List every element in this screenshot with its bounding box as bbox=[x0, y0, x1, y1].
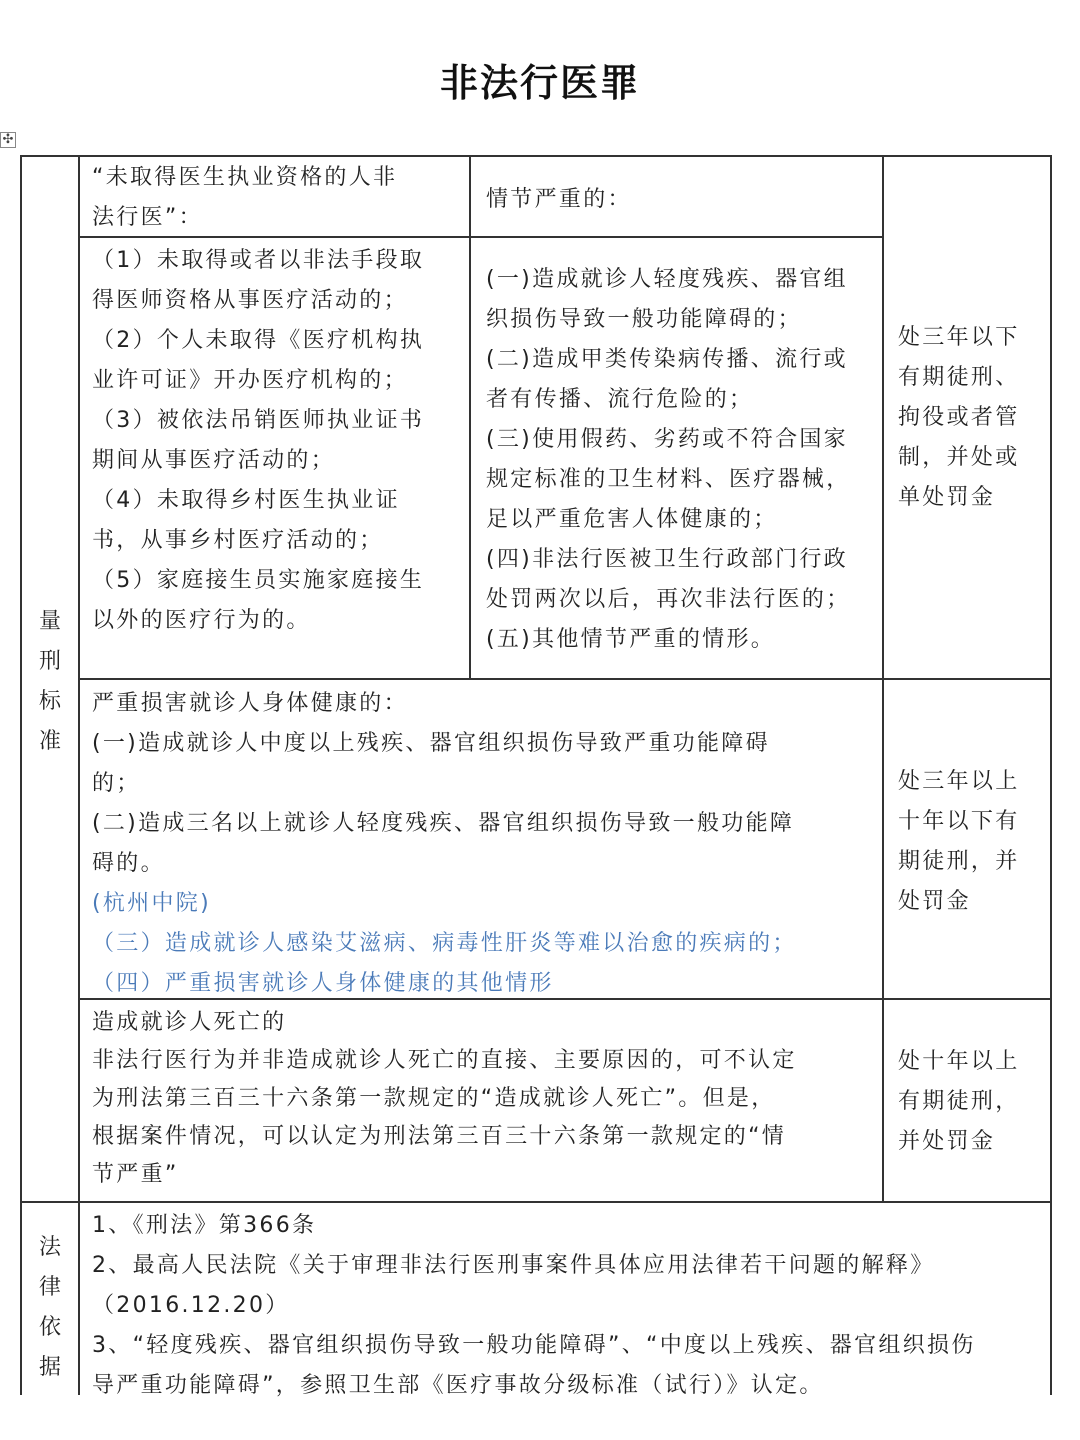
text-line: 严重损害就诊人身体健康的： bbox=[92, 691, 408, 716]
list-item: 1、《刑法》第366条 bbox=[92, 1213, 317, 1238]
legal-basis-list bbox=[92, 1206, 1048, 1406]
sentencing-standard-label: 量 刑 标 准 bbox=[38, 609, 61, 754]
penalty-severe-harm: 处三年以上 十年以下有 期徒刑，并 处罚金 bbox=[898, 769, 1020, 914]
penalty-serious: 处三年以下 有期徒刑、 拘役或者管 制，并处或 单处罚金 bbox=[898, 325, 1020, 510]
page-title: 非法行医罪 bbox=[439, 60, 640, 105]
list-item: (二)造成甲类传染病传播、流行或 者有传播、流行危险的； bbox=[486, 347, 848, 412]
severe-harm-text bbox=[92, 684, 880, 1004]
list-item: 3、“轻度残疾、器官组织损伤导致一般功能障碍”、“中度以上残疾、器官组织损伤 导严重功能障碍”，参照卫生部《医疗事故分级标准（试行）》认定。 bbox=[92, 1333, 976, 1398]
serious-circumstances-header: 情节严重的： bbox=[486, 187, 632, 212]
list-item: （4）未取得乡村医生执业证 书，从事乡村医疗活动的； bbox=[92, 488, 400, 553]
list-item: （3）被依法吊销医师执业证书 期间从事医疗活动的； bbox=[92, 408, 425, 473]
text-line: (一)造成就诊人中度以上残疾、器官组织损伤导致严重功能障碍 的； bbox=[92, 731, 770, 796]
legal-basis-label: 法 律 依 据 bbox=[38, 1235, 61, 1380]
list-item: (五)其他情节严重的情形。 bbox=[486, 627, 776, 652]
list-item: （2）个人未取得《医疗机构执 业许可证》开办医疗机构的； bbox=[92, 328, 425, 393]
list-item: (三)使用假药、劣药或不符合国家 规定标准的卫生材料、医疗器械， 足以严重危害人体健康的； bbox=[486, 427, 851, 532]
move-cross-icon[interactable]: ✣ bbox=[0, 132, 16, 148]
list-item: （1）未取得或者以非法手段取 得医师资格从事医疗活动的； bbox=[92, 248, 425, 313]
list-item: (四)非法行医被卫生行政部门行政 处罚两次以后，再次非法行医的； bbox=[486, 547, 851, 612]
unlicensed-definition-header: “未取得医生执业资格的人非 法行医”： bbox=[92, 165, 398, 230]
list-item: （5）家庭接生员实施家庭接生 以外的医疗行为的。 bbox=[92, 568, 425, 633]
blue-annotation: (杭州中院) bbox=[92, 891, 211, 916]
blue-annotation: （四）严重损害就诊人身体健康的其他情形 bbox=[92, 971, 554, 996]
text-line: (二)造成三名以上就诊人轻度残疾、器官组织损伤导致一般功能障 碍的。 bbox=[92, 811, 795, 876]
list-item: (一)造成就诊人轻度残疾、器官组 织损伤导致一般功能障碍的； bbox=[486, 267, 848, 332]
serious-circumstances-list bbox=[486, 260, 880, 660]
blue-annotation: （三）造成就诊人感染艾滋病、病毒性肝炎等难以治愈的疾病的； bbox=[92, 931, 797, 956]
death-case-text: 造成就诊人死亡的 非法行医行为并非造成就诊人死亡的直接、主要原因的，可不认定 为刑法第三百三十六条第一款规定的“造成就诊人死亡”。但是， 根据案件情况，可以认定为刑法第三百三十六条第一款规定的“情 节严重” bbox=[92, 1010, 797, 1187]
unlicensed-criteria-list bbox=[92, 241, 468, 641]
penalty-death: 处十年以上 有期徒刑， 并处罚金 bbox=[898, 1049, 1020, 1154]
list-item: 2、最高人民法院《关于审理非法行医刑事案件具体应用法律若干问题的解释》 （2016.12.20） bbox=[92, 1253, 935, 1318]
